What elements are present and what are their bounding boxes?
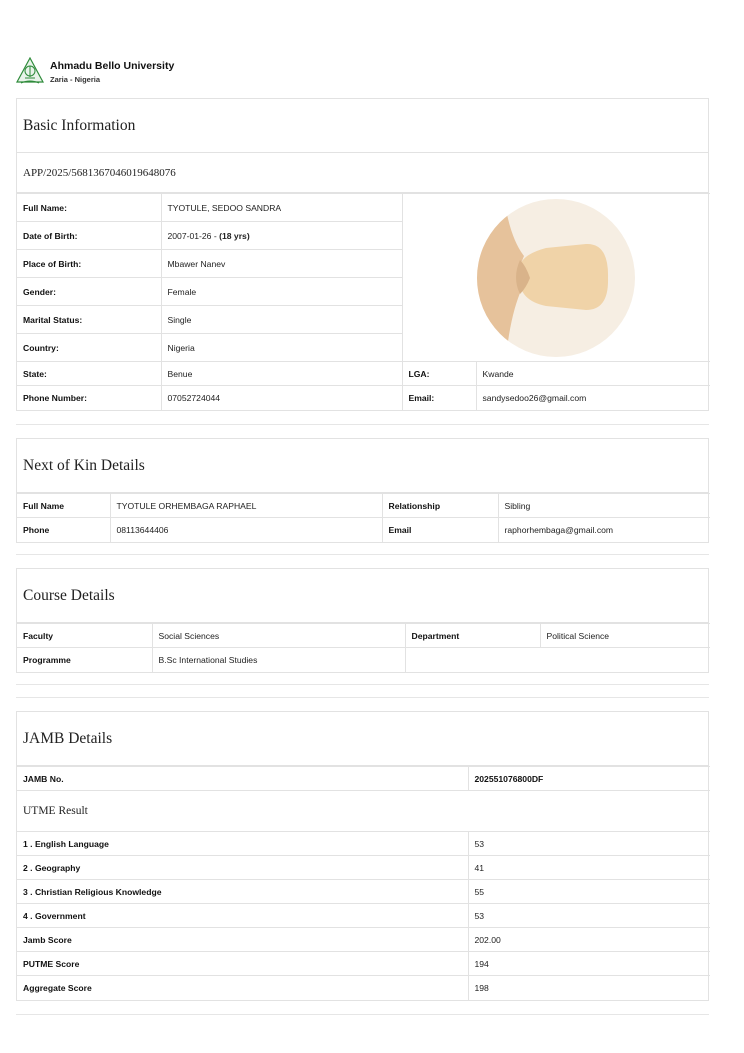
programme-label: Programme <box>17 648 152 672</box>
subject-score: 41 <box>468 856 710 880</box>
kin-relationship-label: Relationship <box>382 494 498 518</box>
dob-label: Date of Birth: <box>17 222 161 250</box>
next-of-kin-title: Next of Kin Details <box>17 439 708 493</box>
university-text <box>50 57 174 85</box>
jamb-details-card <box>16 711 709 1001</box>
table-row <box>17 518 710 542</box>
table-row <box>17 194 710 222</box>
lga-value: Kwande <box>476 362 710 386</box>
aggregate-score-value: 198 <box>468 976 710 1000</box>
dob-date: 2007-01-26 - <box>167 230 220 241</box>
empty-cell <box>405 648 710 672</box>
aggregate-score-label: Aggregate Score <box>17 976 468 1000</box>
email-value: sandysedoo26@gmail.com <box>476 386 710 410</box>
subject-label: 3 . Christian Religious Knowledge <box>17 880 468 904</box>
table-row <box>17 832 710 856</box>
table-row <box>17 904 710 928</box>
pob-label: Place of Birth: <box>17 250 161 278</box>
basic-information-card <box>16 98 709 411</box>
state-value: Benue <box>161 362 402 386</box>
country-label: Country: <box>17 334 161 362</box>
section-divider <box>16 684 709 685</box>
lga-label: LGA: <box>402 362 476 386</box>
section-divider <box>16 424 709 425</box>
table-row <box>17 648 710 672</box>
kin-phone-value: 08113644406 <box>110 518 382 542</box>
course-details-table <box>17 623 710 672</box>
passport-photo-cell <box>402 194 710 362</box>
subject-label: 4 . Government <box>17 904 468 928</box>
jamb-score-value: 202.00 <box>468 928 710 952</box>
next-of-kin-card <box>16 438 709 543</box>
kin-phone-label: Phone <box>17 518 110 542</box>
jamb-number-value: 202551076800DF <box>468 767 710 791</box>
table-row <box>17 976 710 1000</box>
table-row <box>17 624 710 648</box>
faculty-label: Faculty <box>17 624 152 648</box>
jamb-details-table <box>17 766 710 1000</box>
gender-label: Gender: <box>17 278 161 306</box>
table-row <box>17 880 710 904</box>
table-row <box>17 928 710 952</box>
table-row <box>17 952 710 976</box>
putme-score-value: 194 <box>468 952 710 976</box>
department-label: Department <box>405 624 540 648</box>
university-name: Ahmadu Bello University <box>50 60 175 72</box>
full-name-label: Full Name: <box>17 194 161 222</box>
dob-value <box>161 222 402 250</box>
jamb-details-title: JAMB Details <box>17 712 708 766</box>
kin-email-value: raphorhembaga@gmail.com <box>498 518 710 542</box>
section-divider <box>16 697 709 698</box>
passport-photo <box>476 198 636 358</box>
table-row <box>17 494 710 518</box>
subject-label: 2 . Geography <box>17 856 468 880</box>
programme-value: B.Sc International Studies <box>152 648 405 672</box>
application-number: APP/2025/5681367046019648076 <box>17 153 708 193</box>
next-of-kin-table <box>17 493 710 542</box>
full-name-value: TYOTULE, SEDOO SANDRA <box>161 194 402 222</box>
state-label: State: <box>17 362 161 386</box>
putme-score-label: PUTME Score <box>17 952 468 976</box>
subject-score: 55 <box>468 880 710 904</box>
jamb-number-label: JAMB No. <box>17 767 468 791</box>
phone-label: Phone Number: <box>17 386 161 410</box>
section-divider <box>16 554 709 555</box>
kin-name-label: Full Name <box>17 494 110 518</box>
course-details-card <box>16 568 709 673</box>
subject-label: 1 . English Language <box>17 832 468 856</box>
marital-status-label: Marital Status: <box>17 306 161 334</box>
marital-status-value: Single <box>161 306 402 334</box>
university-crest-icon <box>16 57 44 85</box>
age-value: (18 yrs) <box>219 230 250 241</box>
page-header <box>16 57 174 87</box>
table-row <box>17 767 710 791</box>
university-location: Zaria - Nigeria <box>50 75 101 84</box>
country-value: Nigeria <box>161 334 402 362</box>
gender-value: Female <box>161 278 402 306</box>
subject-score: 53 <box>468 832 710 856</box>
phone-value: 07052724044 <box>161 386 402 410</box>
department-value: Political Science <box>540 624 710 648</box>
table-row <box>17 791 710 832</box>
table-row <box>17 856 710 880</box>
subject-score: 53 <box>468 904 710 928</box>
basic-information-title: Basic Information <box>17 99 708 153</box>
faculty-value: Social Sciences <box>152 624 405 648</box>
basic-information-table <box>17 193 710 410</box>
email-label: Email: <box>402 386 476 410</box>
jamb-score-label: Jamb Score <box>17 928 468 952</box>
kin-relationship-value: Sibling <box>498 494 710 518</box>
utme-result-title: UTME Result <box>17 791 710 832</box>
pob-value: Mbawer Nanev <box>161 250 402 278</box>
table-row <box>17 386 710 410</box>
kin-email-label: Email <box>382 518 498 542</box>
kin-name-value: TYOTULE ORHEMBAGA RAPHAEL <box>110 494 382 518</box>
table-row <box>17 362 710 386</box>
section-divider <box>16 1014 709 1015</box>
course-details-title: Course Details <box>17 569 708 623</box>
